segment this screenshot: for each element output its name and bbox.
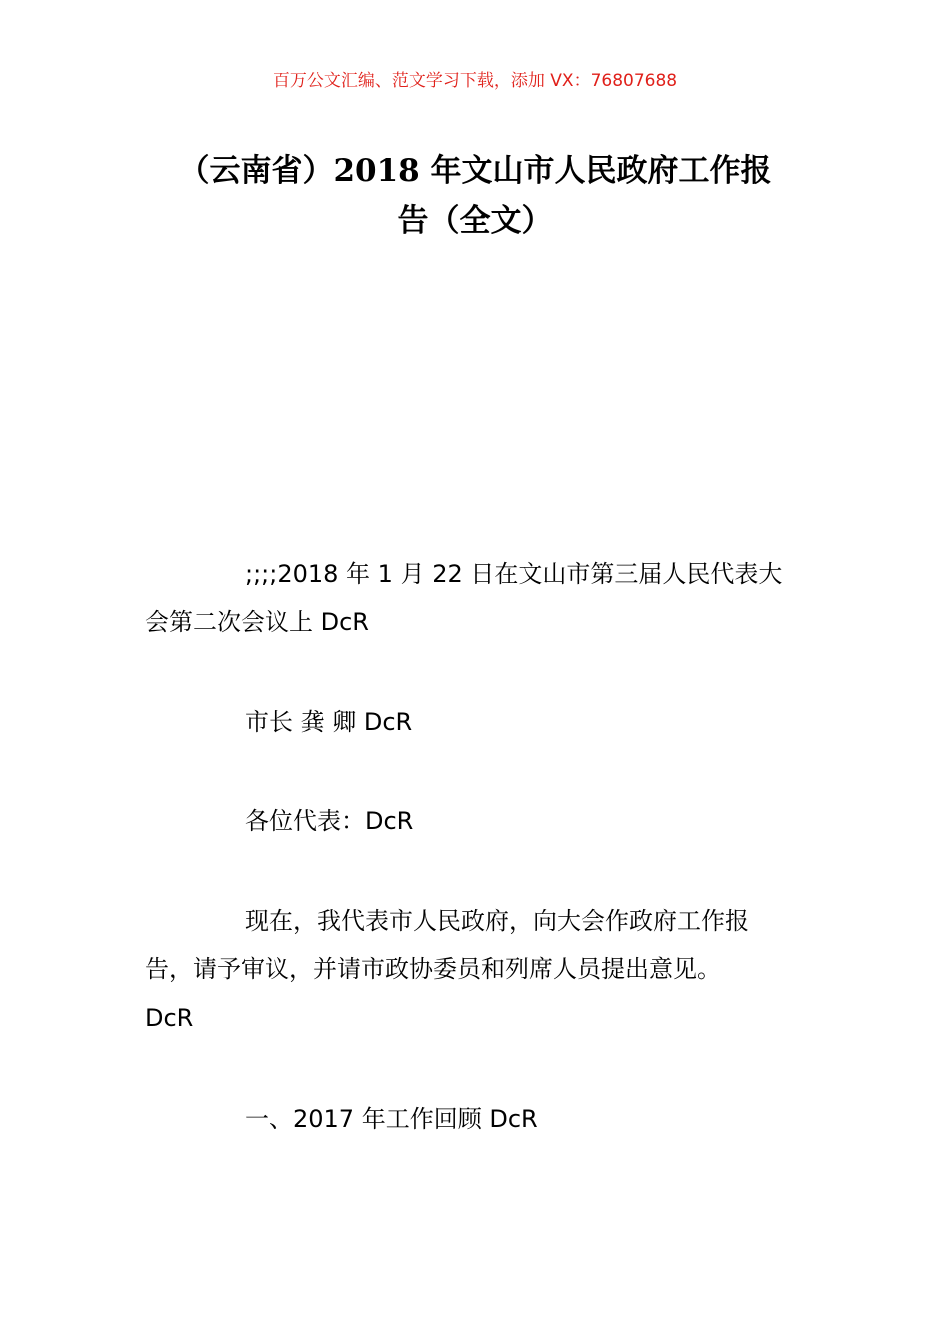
intro-paragraph-line-2: 告，请予审议，并请市政协委员和列席人员提出意见。 — [145, 955, 721, 983]
salutation-line: 各位代表：DcR — [245, 807, 414, 835]
section-heading: 一、2017 年工作回顾 DcR — [245, 1105, 538, 1133]
intro-paragraph-line-1: 现在，我代表市人民政府，向大会作政府工作报 — [245, 907, 749, 935]
header-banner: 百万公文汇编、范文学习下载，添加 VX：76807688 — [272, 71, 678, 91]
document-title-line-1: （云南省）2018 年文山市人民政府工作报 — [178, 153, 772, 189]
speaker-line: 市长 龚 卿 DcR — [245, 708, 413, 736]
document-title-line-2: 告（全文） — [397, 203, 553, 239]
intro-paragraph-line-3: DcR — [145, 1004, 194, 1032]
meeting-info-line-1: ;;;;2018 年 1 月 22 日在文山市第三届人民代表大 — [245, 560, 783, 588]
meeting-info-line-2: 会第二次会议上 DcR — [145, 608, 369, 636]
